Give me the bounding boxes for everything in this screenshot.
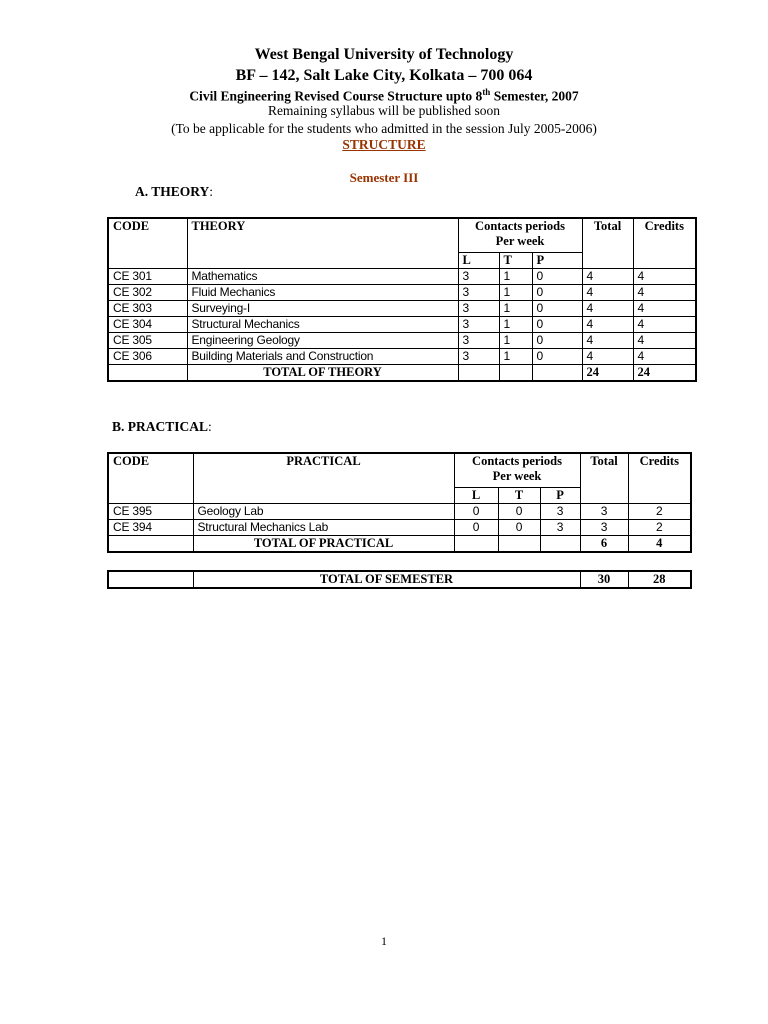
theory-header-row [108,218,696,252]
page-number: 1 [381,934,387,948]
practical-total-l-empty [454,535,498,552]
theory-credits: 4 [633,268,696,284]
theory-header-code: CODE [108,218,187,268]
practical-t: 0 [498,503,540,519]
table-row [108,332,696,348]
theory-section-title [135,184,213,200]
theory-p: 0 [532,348,582,364]
theory-section-colon: : [209,184,214,199]
practical-l: 0 [454,503,498,519]
theory-p: 0 [532,268,582,284]
theory-p: 0 [532,332,582,348]
theory-t: 1 [499,268,532,284]
practical-contacts-line2: Per week [492,469,542,483]
practical-section-label: B. PRACTICAL [112,419,209,434]
theory-code: CE 303 [108,300,187,316]
theory-total: 4 [582,348,633,364]
course-title-sup: th [482,87,491,97]
theory-section-label: A. THEORY [135,184,210,199]
theory-contacts-line1: Contacts periods [475,219,565,233]
theory-name: Building Materials and Construction [187,348,458,364]
theory-header-subject: THEORY [187,218,458,268]
practical-header-t: T [498,487,540,503]
theory-code: CE 306 [108,348,187,364]
theory-p: 0 [532,284,582,300]
theory-code: CE 305 [108,332,187,348]
theory-credits: 4 [633,332,696,348]
practical-header-p: P [540,487,580,503]
practical-header-row [108,453,691,487]
practical-total: 3 [580,519,628,535]
practical-t: 0 [498,519,540,535]
practical-code: CE 395 [108,503,193,519]
practical-credits: 2 [628,503,691,519]
theory-total: 4 [582,332,633,348]
theory-credits: 4 [633,300,696,316]
theory-credits: 4 [633,284,696,300]
theory-name: Fluid Mechanics [187,284,458,300]
theory-header-total: Total [582,218,633,268]
structure-heading: STRUCTURE [342,137,426,152]
practical-contacts-line1: Contacts periods [472,454,562,468]
practical-total-row [108,535,691,552]
theory-total: 4 [582,268,633,284]
practical-total-credits: 4 [628,535,691,552]
theory-name: Engineering Geology [187,332,458,348]
table-row [108,268,696,284]
practical-total-t-empty [498,535,540,552]
table-row [108,348,696,364]
theory-total: 4 [582,316,633,332]
theory-total-value: 24 [582,364,633,381]
practical-header-code: CODE [108,453,193,503]
theory-t: 1 [499,348,532,364]
practical-total-value: 6 [580,535,628,552]
theory-header-l: L [458,252,499,268]
table-row [108,519,691,535]
practical-total: 3 [580,503,628,519]
theory-header-t: T [499,252,532,268]
theory-total-l-empty [458,364,499,381]
table-row [108,316,696,332]
practical-header-l: L [454,487,498,503]
theory-t: 1 [499,332,532,348]
theory-header-p: P [532,252,582,268]
theory-total-credits: 24 [633,364,696,381]
remaining-note: Remaining syllabus will be published soon [267,103,501,118]
practical-table [107,452,692,553]
semester-total-table [107,570,692,589]
theory-total: 4 [582,284,633,300]
practical-code: CE 394 [108,519,193,535]
practical-section-title [112,419,212,435]
theory-t: 1 [499,300,532,316]
theory-name: Surveying-I [187,300,458,316]
theory-l: 3 [458,348,499,364]
theory-name: Structural Mechanics [187,316,458,332]
theory-l: 3 [458,268,499,284]
practical-p: 3 [540,519,580,535]
semester-total-code-empty [108,571,193,588]
theory-total-p-empty [532,364,582,381]
practical-total-p-empty [540,535,580,552]
theory-code: CE 304 [108,316,187,332]
semester-total-value: 30 [580,571,628,588]
university-address: BF – 142, Salt Lake City, Kolkata – 700 064 [235,67,533,84]
practical-l: 0 [454,519,498,535]
practical-total-label: TOTAL OF PRACTICAL [193,535,454,552]
theory-l: 3 [458,284,499,300]
theory-p: 0 [532,316,582,332]
course-title-post: Semester, 2007 [490,88,579,104]
theory-total-code-empty [108,364,187,381]
theory-name: Mathematics [187,268,458,284]
semester-total-row [108,571,691,588]
practical-header-total: Total [580,453,628,503]
theory-total-label: TOTAL OF THEORY [187,364,458,381]
practical-name: Geology Lab [193,503,454,519]
practical-p: 3 [540,503,580,519]
theory-t: 1 [499,316,532,332]
practical-header-credits: Credits [628,453,691,503]
theory-l: 3 [458,316,499,332]
theory-code: CE 301 [108,268,187,284]
semester-heading: Semester III [349,170,419,185]
applicability-note: (To be applicable for the students who admitted in the session July 2005-2006) [171,121,597,136]
theory-code: CE 302 [108,284,187,300]
theory-total-row [108,364,696,381]
course-title-pre: Civil Engineering Revised Course Structure upto 8 [189,88,483,104]
table-row [108,300,696,316]
theory-header-contacts [458,218,582,252]
semester-total-credits: 28 [628,571,691,588]
theory-total: 4 [582,300,633,316]
course-title [0,87,768,105]
semester-total-label: TOTAL OF SEMESTER [193,571,580,588]
theory-l: 3 [458,300,499,316]
table-row [108,503,691,519]
theory-header-credits: Credits [633,218,696,268]
table-row [108,284,696,300]
practical-header-contacts [454,453,580,487]
theory-total-t-empty [499,364,532,381]
practical-section-colon: : [208,419,212,434]
theory-t: 1 [499,284,532,300]
theory-credits: 4 [633,316,696,332]
practical-header-subject: PRACTICAL [193,453,454,503]
theory-contacts-line2: Per week [495,234,545,248]
theory-table [107,217,697,382]
theory-credits: 4 [633,348,696,364]
practical-name: Structural Mechanics Lab [193,519,454,535]
practical-credits: 2 [628,519,691,535]
theory-l: 3 [458,332,499,348]
university-name: West Bengal University of Technology [254,46,514,63]
practical-total-code-empty [108,535,193,552]
theory-p: 0 [532,300,582,316]
